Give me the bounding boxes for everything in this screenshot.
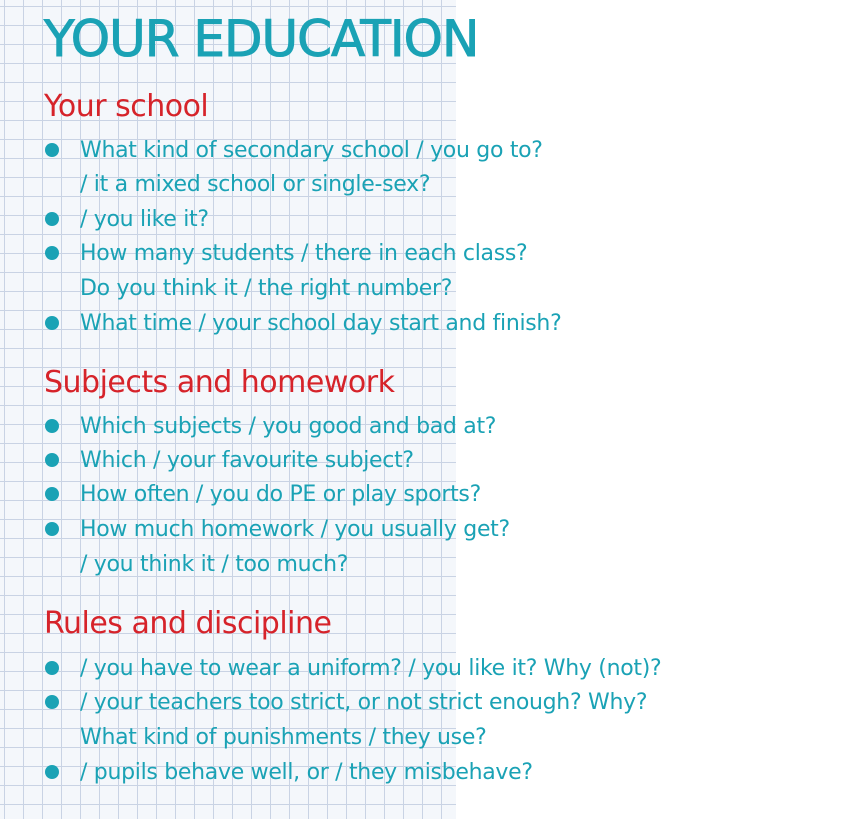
question-line: What kind of secondary school / you go to? [80, 138, 543, 163]
question-line: What time / your school day start and finish? [80, 311, 562, 336]
question-line: / pupils behave well, or / they misbehave? [80, 760, 533, 785]
section-heading-your-school: Your school [44, 89, 209, 124]
question-line: / you like it? [80, 207, 209, 232]
bullet-icon [45, 661, 59, 675]
section-heading-rules-and-discipline: Rules and discipline [44, 606, 332, 641]
question-line: / it a mixed school or single-sex? [80, 172, 431, 197]
question-line: Which / your favourite subject? [80, 448, 414, 473]
page-title: YOUR EDUCATION [44, 10, 479, 68]
question-line: / you think it / too much? [80, 552, 349, 577]
question-line: / your teachers too strict, or not strict enough? Why? [80, 690, 648, 715]
question-line: What kind of punishments / they use? [80, 725, 487, 750]
question-line: Do you think it / the right number? [80, 276, 453, 301]
section-heading-subjects-and-homework: Subjects and homework [44, 365, 395, 400]
bullet-icon [45, 765, 59, 779]
question-line: How many students / there in each class? [80, 241, 528, 266]
bullet-icon [45, 487, 59, 501]
question-line: Which subjects / you good and bad at? [80, 414, 497, 439]
bullet-icon [45, 522, 59, 536]
bullet-icon [45, 419, 59, 433]
bullet-icon [45, 143, 59, 157]
question-line: / you have to wear a uniform? / you like it? Why (not)? [80, 656, 662, 681]
bullet-icon [45, 453, 59, 467]
question-line: How often / you do PE or play sports? [80, 482, 481, 507]
bullet-icon [45, 212, 59, 226]
bullet-icon [45, 316, 59, 330]
question-line: How much homework / you usually get? [80, 517, 510, 542]
bullet-icon [45, 246, 59, 260]
bullet-icon [45, 695, 59, 709]
